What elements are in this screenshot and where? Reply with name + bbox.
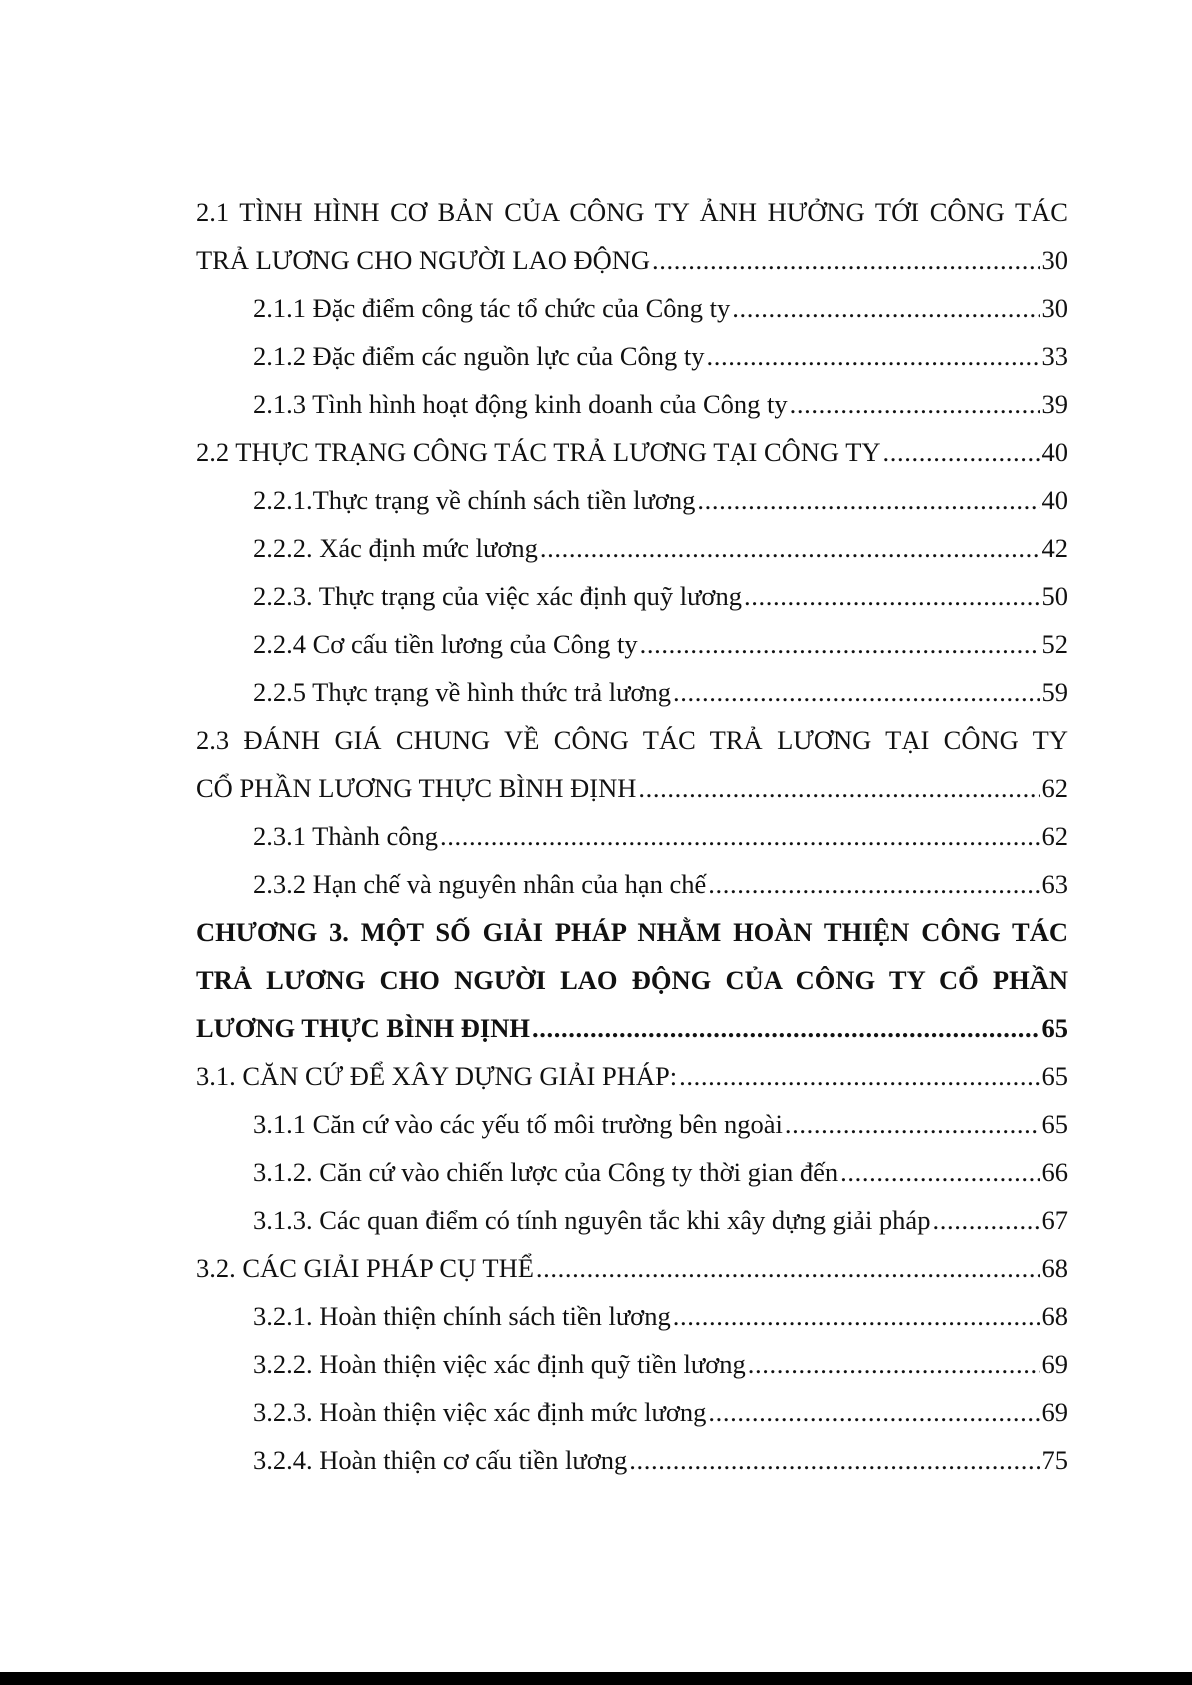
toc-entry-3-2-3[interactable] bbox=[196, 1388, 1068, 1436]
toc-page-number: 65 bbox=[1041, 1109, 1068, 1139]
toc-entry-2-1-1[interactable] bbox=[196, 284, 1068, 332]
dot-leader bbox=[785, 1100, 1040, 1148]
toc-page-number: 75 bbox=[1041, 1445, 1068, 1475]
toc-entry-2-2-3[interactable] bbox=[196, 572, 1068, 620]
toc-entry-title: 3.1. CĂN CỨ ĐỂ XÂY DỰNG GIẢI PHÁP: bbox=[196, 1061, 678, 1091]
toc-entry-title: 3.2.2. Hoàn thiện việc xác định quỹ tiền lương bbox=[253, 1349, 746, 1379]
toc-page-number: 68 bbox=[1041, 1253, 1068, 1283]
dot-leader bbox=[732, 284, 1039, 332]
toc-entry-title-line: CHƯƠNG 3. MỘT SỐ GIẢI PHÁP NHẰM HOÀN THIỆN CÔNG TÁC bbox=[196, 917, 1068, 947]
toc-entry-title: 2.3.2 Hạn chế và nguyên nhân của hạn chế bbox=[253, 869, 707, 899]
toc-page-number: 62 bbox=[1041, 773, 1068, 803]
toc-entry-3-1[interactable] bbox=[196, 1052, 1068, 1100]
toc-entry-title: 2.1.1 Đặc điểm công tác tổ chức của Công ty bbox=[253, 293, 731, 323]
toc-entry-title: 3.1.1 Căn cứ vào các yếu tố môi trường bên ngoài bbox=[253, 1109, 783, 1139]
toc-entry-2-3-1[interactable] bbox=[196, 812, 1068, 860]
dot-leader bbox=[790, 380, 1040, 428]
toc-page-number: 62 bbox=[1041, 821, 1068, 851]
toc-entry-title: LƯƠNG THỰC BÌNH ĐỊNH bbox=[196, 1013, 530, 1043]
toc-page-number: 30 bbox=[1041, 293, 1068, 323]
toc-entry-2-3-2[interactable] bbox=[196, 860, 1068, 908]
toc-entry-title: 2.2.3. Thực trạng của việc xác định quỹ lương bbox=[253, 581, 742, 611]
toc-page-number: 52 bbox=[1041, 629, 1068, 659]
dot-leader bbox=[673, 1292, 1040, 1340]
toc-entry-2-1-3[interactable] bbox=[196, 380, 1068, 428]
dot-leader bbox=[540, 524, 1040, 572]
toc-entry-title-line: 2.3 ĐÁNH GIÁ CHUNG VỀ CÔNG TÁC TRẢ LƯƠNG TẠI CÔNG TY bbox=[196, 725, 1068, 755]
toc-entry-title: 2.2.4 Cơ cấu tiền lương của Công ty bbox=[253, 629, 638, 659]
toc-entry-title: 3.2.1. Hoàn thiện chính sách tiền lương bbox=[253, 1301, 671, 1331]
dot-leader bbox=[748, 1340, 1040, 1388]
dot-leader bbox=[706, 332, 1039, 380]
toc-page-number: 65 bbox=[1041, 1061, 1068, 1091]
toc-page-number: 69 bbox=[1041, 1349, 1068, 1379]
toc-page-number: 63 bbox=[1041, 869, 1068, 899]
toc-entry-title: TRẢ LƯƠNG CHO NGƯỜI LAO ĐỘNG bbox=[196, 245, 651, 275]
toc-entry-3-1-2[interactable] bbox=[196, 1148, 1068, 1196]
dot-leader bbox=[629, 1436, 1039, 1484]
toc-entry-3-2[interactable] bbox=[196, 1244, 1068, 1292]
toc-entry-2-2-2[interactable] bbox=[196, 524, 1068, 572]
toc-page-number: 69 bbox=[1041, 1397, 1068, 1427]
toc-entry-title: 2.3.1 Thành công bbox=[253, 821, 438, 851]
toc-entry-title: 2.2 THỰC TRẠNG CÔNG TÁC TRẢ LƯƠNG TẠI CÔNG TY bbox=[196, 437, 881, 467]
toc-entry-title: 3.1.3. Các quan điểm có tính nguyên tắc khi xây dựng giải pháp bbox=[253, 1205, 931, 1235]
toc-page-number: 39 bbox=[1041, 389, 1068, 419]
toc-page-number: 65 bbox=[1041, 1013, 1068, 1043]
dot-leader bbox=[638, 764, 1039, 812]
toc-entry-title-line: TRẢ LƯƠNG CHO NGƯỜI LAO ĐỘNG CỦA CÔNG TY CỔ PHẦN bbox=[196, 965, 1068, 995]
dot-leader bbox=[673, 668, 1040, 716]
toc-entry-title: CỔ PHẦN LƯƠNG THỰC BÌNH ĐỊNH bbox=[196, 773, 637, 803]
dot-leader bbox=[679, 1052, 1039, 1100]
toc-page-number: 42 bbox=[1041, 533, 1068, 563]
toc-entry-title: 3.2.3. Hoàn thiện việc xác định mức lương bbox=[253, 1397, 707, 1427]
toc-entry-2-2-1[interactable] bbox=[196, 476, 1068, 524]
toc-page-number: 33 bbox=[1041, 341, 1068, 371]
dot-leader bbox=[840, 1148, 1039, 1196]
toc-entry-2-3[interactable] bbox=[196, 716, 1068, 812]
dot-leader bbox=[640, 620, 1040, 668]
toc-entry-title: 2.2.2. Xác định mức lương bbox=[253, 533, 538, 563]
toc-entry-title: 2.2.5 Thực trạng về hình thức trả lương bbox=[253, 677, 671, 707]
dot-leader bbox=[536, 1244, 1040, 1292]
dot-leader bbox=[883, 428, 1040, 476]
toc-page-number: 40 bbox=[1041, 485, 1068, 515]
toc-entry-3-1-1[interactable] bbox=[196, 1100, 1068, 1148]
toc-entry-title: 3.1.2. Căn cứ vào chiến lược của Công ty thời gian đến bbox=[253, 1157, 839, 1187]
toc-entry-2-1-2[interactable] bbox=[196, 332, 1068, 380]
toc-page-number: 66 bbox=[1041, 1157, 1068, 1187]
dot-leader bbox=[744, 572, 1040, 620]
toc-entry-title: 3.2.4. Hoàn thiện cơ cấu tiền lương bbox=[253, 1445, 628, 1475]
dot-leader bbox=[652, 236, 1039, 284]
toc-entry-2-1[interactable] bbox=[196, 188, 1068, 284]
toc-entry-title-line: 2.1 TÌNH HÌNH CƠ BẢN CỦA CÔNG TY ẢNH HƯỞNG TỚI CÔNG TÁC bbox=[196, 197, 1068, 227]
toc-entry-3-2-2[interactable] bbox=[196, 1340, 1068, 1388]
toc-entry-2-2[interactable] bbox=[196, 428, 1068, 476]
dot-leader bbox=[440, 812, 1040, 860]
toc-entry-title: 2.1.2 Đặc điểm các nguồn lực của Công ty bbox=[253, 341, 705, 371]
toc-page-number: 50 bbox=[1041, 581, 1068, 611]
dot-leader bbox=[932, 1196, 1039, 1244]
toc-entry-3-2-4[interactable] bbox=[196, 1436, 1068, 1484]
toc-page-number: 59 bbox=[1041, 677, 1068, 707]
toc-entry-3-2-1[interactable] bbox=[196, 1292, 1068, 1340]
toc-page-number: 40 bbox=[1041, 437, 1068, 467]
toc-entry-chapter-3[interactable] bbox=[196, 908, 1068, 1052]
toc-entry-2-2-4[interactable] bbox=[196, 620, 1068, 668]
toc-entry-2-2-5[interactable] bbox=[196, 668, 1068, 716]
dot-leader bbox=[697, 476, 1039, 524]
table-of-contents bbox=[196, 188, 1068, 1484]
toc-page-number: 68 bbox=[1041, 1301, 1068, 1331]
toc-entry-title: 2.1.3 Tình hình hoạt động kinh doanh của Công ty bbox=[253, 389, 788, 419]
toc-entry-title: 3.2. CÁC GIẢI PHÁP CỤ THỂ bbox=[196, 1253, 534, 1283]
page-bottom-edge bbox=[0, 1672, 1192, 1685]
dot-leader bbox=[708, 1388, 1039, 1436]
toc-page-number: 67 bbox=[1041, 1205, 1068, 1235]
toc-entry-3-1-3[interactable] bbox=[196, 1196, 1068, 1244]
dot-leader bbox=[532, 1004, 1040, 1052]
toc-entry-title: 2.2.1.Thực trạng về chính sách tiền lương bbox=[253, 485, 696, 515]
dot-leader bbox=[708, 860, 1039, 908]
toc-page-number: 30 bbox=[1041, 245, 1068, 275]
